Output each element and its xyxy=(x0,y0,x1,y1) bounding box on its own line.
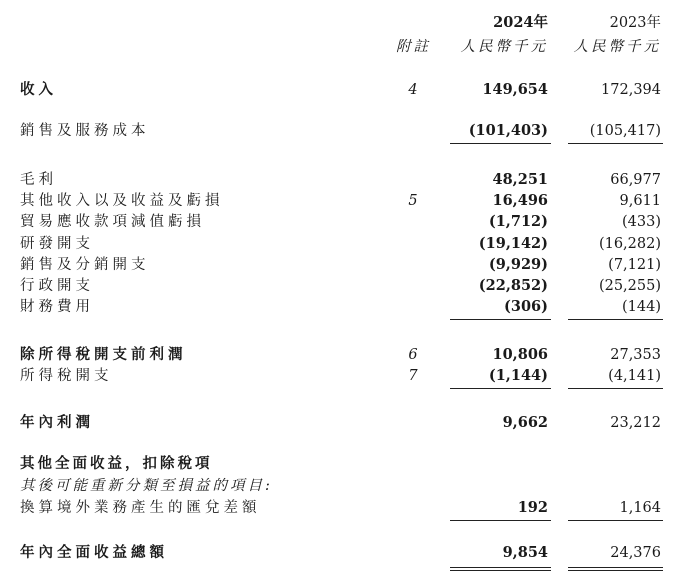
total-double-rule-2024-a xyxy=(450,567,551,568)
row-2023-cost-of-sales: (105,417) xyxy=(589,123,661,139)
subtotal-rule-2024 xyxy=(450,388,551,389)
row-2024-profit-before-tax: 10,806 xyxy=(492,346,548,363)
row-2024-cost-of-sales: (101,403) xyxy=(468,122,548,139)
header-unit-2023: 人民幣千元 xyxy=(573,39,661,55)
section-heading-oci: 其他全面收益，扣除稅項 xyxy=(20,455,213,472)
row-2024-admin: (22,852) xyxy=(478,277,548,294)
row-label-profit-before-tax: 除所得稅開支前利潤 xyxy=(20,346,187,363)
row-2023-selling: (7,121) xyxy=(608,257,661,273)
row-2023-finance-costs: (144) xyxy=(622,299,661,315)
row-2023-total-comprehensive: 24,376 xyxy=(610,545,661,561)
row-label-rnd: 研發開支 xyxy=(20,236,94,252)
row-label-fx-difference: 換算境外業務產生的匯兌差額 xyxy=(20,500,261,516)
total-double-rule-2023-a xyxy=(568,567,663,568)
row-note-profit-before-tax: 6 xyxy=(408,347,418,363)
row-2024-finance-costs: (306) xyxy=(504,298,548,315)
row-label-cost-of-sales: 銷售及服務成本 xyxy=(20,123,150,139)
row-2023-profit-before-tax: 27,353 xyxy=(610,347,661,363)
header-year-2023: 2023年 xyxy=(609,15,661,31)
subtotal-rule-2024 xyxy=(450,143,551,144)
row-2023-impairment: (433) xyxy=(622,214,661,230)
row-2024-other-income: 16,496 xyxy=(492,192,548,209)
row-2023-fx-difference: 1,164 xyxy=(619,500,661,516)
row-label-revenue: 收入 xyxy=(20,81,57,98)
row-2024-fx-difference: 192 xyxy=(517,499,548,516)
row-2024-revenue: 149,654 xyxy=(482,81,548,98)
row-label-finance-costs: 財務費用 xyxy=(20,299,94,315)
row-2024-income-tax: (1,144) xyxy=(488,367,548,384)
row-label-total-comprehensive: 年內全面收益總額 xyxy=(20,544,168,561)
total-double-rule-2023-b xyxy=(568,570,663,571)
row-2024-selling: (9,929) xyxy=(488,256,548,273)
row-2023-profit-for-year: 23,212 xyxy=(610,415,661,431)
row-label-income-tax: 所得稅開支 xyxy=(20,368,113,384)
row-note-revenue: 4 xyxy=(408,82,418,98)
row-2023-other-income: 9,611 xyxy=(619,193,661,209)
row-2023-rnd: (16,282) xyxy=(598,236,661,252)
row-label-selling: 銷售及分銷開支 xyxy=(20,257,150,273)
subtotal-rule-2024 xyxy=(450,319,551,320)
subtotal-rule-2023 xyxy=(568,143,663,144)
row-label-admin: 行政開支 xyxy=(20,278,94,294)
row-2024-profit-for-year: 9,662 xyxy=(502,414,548,431)
total-double-rule-2024-b xyxy=(450,570,551,571)
row-2024-impairment: (1,712) xyxy=(488,213,548,230)
row-label-gross-profit: 毛利 xyxy=(20,172,57,188)
row-label-impairment: 貿易應收款項減值虧損 xyxy=(20,214,205,230)
row-2024-gross-profit: 48,251 xyxy=(492,171,548,188)
row-2024-total-comprehensive: 9,854 xyxy=(502,544,548,561)
row-label-profit-for-year: 年內利潤 xyxy=(20,414,94,431)
row-2023-revenue: 172,394 xyxy=(601,82,661,98)
subheading-reclassify: 其後可能重新分類至損益的項目: xyxy=(20,478,273,494)
subtotal-rule-2023 xyxy=(568,388,663,389)
row-2024-rnd: (19,142) xyxy=(478,235,548,252)
row-2023-income-tax: (4,141) xyxy=(608,368,661,384)
row-label-other-income: 其他收入以及收益及虧損 xyxy=(20,193,224,209)
row-2023-gross-profit: 66,977 xyxy=(610,172,661,188)
header-year-2024: 2024年 xyxy=(493,14,548,31)
header-unit-2024: 人民幣千元 xyxy=(460,39,548,55)
subtotal-rule-2023 xyxy=(568,319,663,320)
row-note-other-income: 5 xyxy=(408,193,418,209)
subtotal-rule-2024 xyxy=(450,520,551,521)
header-note-label: 附註 xyxy=(396,39,431,55)
subtotal-rule-2023 xyxy=(568,520,663,521)
row-note-income-tax: 7 xyxy=(408,368,418,384)
row-2023-admin: (25,255) xyxy=(598,278,661,294)
